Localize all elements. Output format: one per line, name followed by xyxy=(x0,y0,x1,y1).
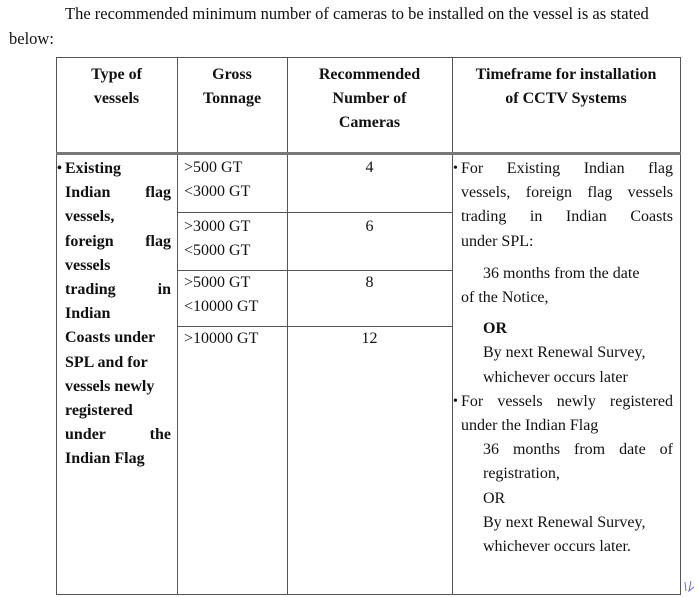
intro-line-1: The recommended minimum number of cameras to be installed on the vessel is as stated xyxy=(65,4,649,23)
bullet-icon: • xyxy=(57,161,62,176)
intro-line-2: below: xyxy=(9,29,54,48)
table-border-bottom xyxy=(56,594,681,595)
table-border-top xyxy=(56,57,681,58)
camera-count-cell: 6 xyxy=(365,218,374,235)
vessel-type-cell: • Existing Indian flag vessels, foreign flag vessels trading in Indian Coasts under SPL and for vessels newly registered under the Indian Flag xyxy=(65,157,171,472)
camera-requirements-table xyxy=(56,57,681,595)
camera-count-cell: 4 xyxy=(365,159,374,176)
header-vessel-type: Type of vessels xyxy=(91,66,142,108)
table-border-left xyxy=(56,57,57,595)
table-border-right xyxy=(680,57,681,595)
gross-tonnage-cell: >3000 GT <5000 GT xyxy=(184,218,251,260)
gross-tonnage-cell: >10000 GT xyxy=(184,330,259,347)
gross-tonnage-cell: >5000 GT <10000 GT xyxy=(184,274,259,316)
bullet-icon: • xyxy=(453,393,458,409)
camera-count-cell: 8 xyxy=(365,274,374,291)
header-gross-tonnage: Gross Tonnage xyxy=(202,66,262,108)
column-divider xyxy=(452,57,453,595)
gross-tonnage-cell: >500 GT <3000 GT xyxy=(184,159,251,201)
handwritten-tick-mark xyxy=(683,579,697,593)
bullet-icon: • xyxy=(453,161,458,176)
row-divider xyxy=(177,212,452,213)
header-divider xyxy=(56,152,681,155)
camera-count-cell: 12 xyxy=(361,330,378,347)
header-timeframe: Timeframe for installation of CCTV Systems xyxy=(475,66,657,108)
header-recommended-cameras: Recommended Number of Cameras xyxy=(318,66,421,132)
timeframe-cell: • For Existing Indian flag vessels, foreign flag vessels trading in Indian Coasts under SPL: 36 months from the date of the Notice, OR By next Renewal Survey, whichever occurs later • For vessels newly registered under the Indian Flag 36 months from date of registration, OR By next Renewal Survey, whichever occurs later. xyxy=(461,157,673,559)
